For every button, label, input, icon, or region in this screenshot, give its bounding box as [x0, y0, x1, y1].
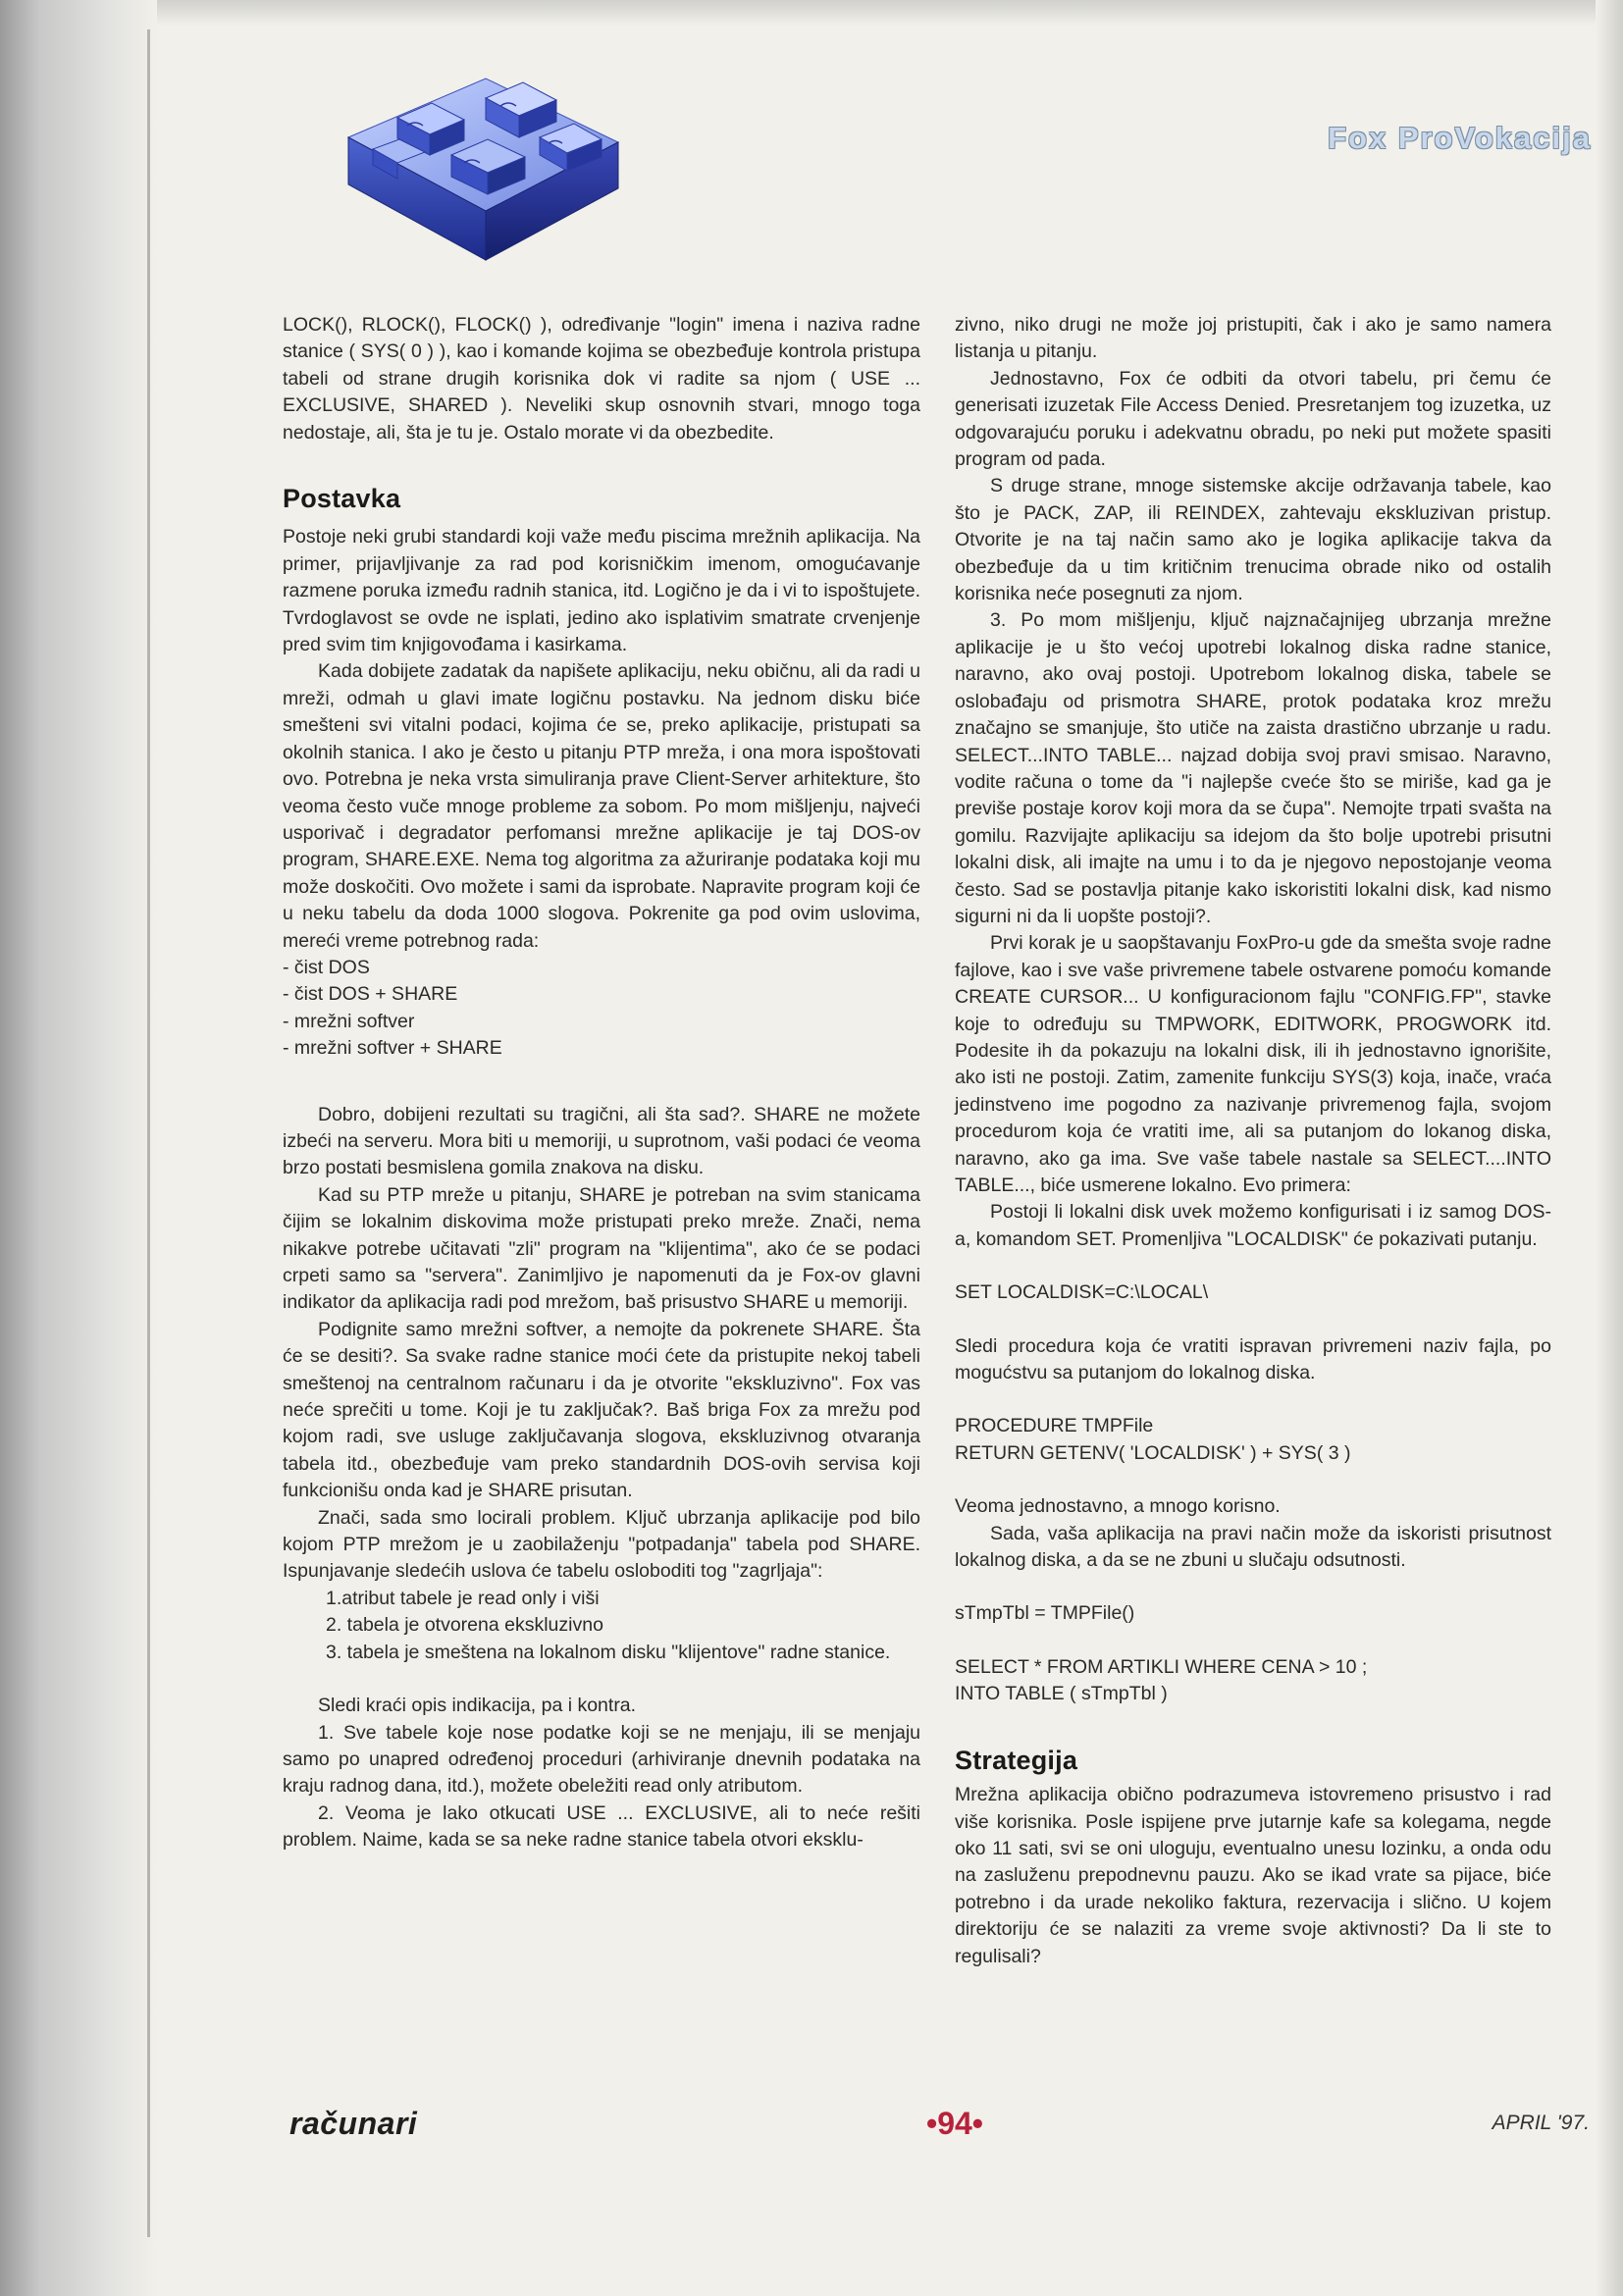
scan-top-shadow: [0, 0, 1623, 26]
section-tag: Fox ProVokacija: [1328, 121, 1592, 155]
right-column: [955, 312, 1551, 1970]
paragraph: Prvi korak je u saopštavanju FoxPro-u gde da smešta svoje radne fajlove, kao i sve vaše privremene tabele ostvarene pomoću komande CREATE CURSOR... U konfiguracionom fajlu "CONFIG.FP", stavke koje to određuju su TMPWORK, EDITWORK, PROGWORK itd. Podesite ih da pokazuju na lokalni disk, ili ih jednostavno ignorišite, ako isti ne postoji. Zatim, zamenite funkciju SYS(3) koja, inače, vraća jedinstveno ime pogodno za nazivanje privremenog fajla, svojom procedurom koja će vratiti ime, ali sa putanjom do lokanog diska, naravno, ako ga ima. Sve vaše tabele nastale sa SELECT....INTO TABLE..., biće usmerene lokalno. Evo primera:: [955, 932, 1551, 1196]
paragraph: 1. Sve tabele koje nose podatke koji se ne menjaju, ili se menjaju samo po unapred određenoj proceduri (arhiviranje dnevnih podataka na kraju radnog dana, itd.), možete obeležiti read only atributom.: [283, 1721, 920, 1798]
code-line: RETURN GETENV( 'LOCALDISK' ) + SYS( 3 ): [955, 1441, 1351, 1464]
code-line: INTO TABLE ( sTmpTbl ): [955, 1683, 1168, 1705]
paragraph: Mrežna aplikacija obično podrazumeva istovremeno prisustvo i rad više korisnika. Posle ispijene prve jutarnje kafe sa kolegama, negde oko 11 sati, svi se oni uloguju, eventualno unesu lozinku, a onda odu na zasluženu prepodnevnu pauzu. Ako se ikad vrate sa pijace, biće potrebno i da urade nekoliko faktura, rezervacija i slično. U kojem direktoriju će se nalaziti za vreme svoje aktivnosti? Da li ste to regulisali?: [955, 1784, 1551, 1967]
list-item: - čist DOS + SHARE: [283, 983, 458, 1006]
paragraph: Postoje neki grubi standardi koji važe među piscima mrežnih aplikacija. Na primer, prijavljivanje za rad pod korisničkim imenom, omogućavanje razmene poruka između radnih stanica, itd. Logično je da i vi to ispoštujete. Tvrdoglavost se ovde ne isplati, jedino ako isplativim smatrate crvenjenje pred svim tim knjigovođama i kasirkama.: [283, 526, 920, 656]
heading-strategija: Strategija: [955, 1745, 1078, 1775]
paragraph: Sledi kraći opis indikacija, pa i kontra.: [318, 1695, 637, 1717]
test-conditions-list: [283, 955, 920, 1063]
left-column: [283, 312, 920, 1854]
list-item: - mrežni softver: [283, 1010, 415, 1032]
paragraph: zivno, niko drugi ne može joj pristupiti, čak i ako je samo namera listanja u pitanju.: [955, 314, 1551, 363]
code-line: SET LOCALDISK=C:\LOCAL\: [955, 1281, 1209, 1304]
intro-paragraph: LOCK(), RLOCK(), FLOCK() ), određivanje "login" imena i naziva radne stanice ( SYS( 0 ) ), kao i komande kojima se obezbeđuje kontrola pristupa tabeli od strane drugih korisnika dok vi radite sa njom ( USE ... EXCLUSIVE, SHARED ). Neveliki skup osnovnih stvari, mnogo toga nedostaje, ali, šta je tu je. Ostalo morate vi da obezbedite.: [283, 314, 920, 444]
paragraph: 2. Veoma je lako otkucati USE ... EXCLUSIVE, ali to neće rešiti problem. Naime, kada se sa neke radne stanice tabela otvori eksklu-: [283, 1801, 920, 1852]
magazine-name: računari: [289, 2106, 418, 2141]
list-item: 3. tabela je smeštena na lokalnom disku "klijentove" radne stanice.: [326, 1641, 891, 1663]
code-line: sTmpTbl = TMPFile(): [955, 1602, 1135, 1625]
paragraph: Podignite samo mrežni softver, a nemojte da pokrenete SHARE. Šta će se desiti?. Sa svake radne stanice moći ćete da pristupite nekoj tabeli smeštenoj na centralnom računaru i da je otvorite "ekskluzivno". Fox vas neće sprečiti u tome. Koji je tu zaključak?. Baš briga Fox za mrežu pod kojom radi, sve usluge zaključavanja slogova, ekskluzivnog otvaranja tabela itd., obezbeđuje vam preko standardnih DOS-ovih servisa koji funkcionišu onda kad je SHARE prisutan.: [283, 1318, 920, 1502]
heading-postavka: Postavka: [283, 484, 401, 514]
paragraph: Kada dobijete zadatak da napišete aplikaciju, neku običnu, ali da radi u mreži, odmah u glavi imate logičnu postavku. Na jednom disku biće smešteni svi vitalni podaci, kojima će se, preko aplikacije, pristupati sa okolnih stanica. I ako je često u pitanju PTP mreža, i ona mora ispoštovati ovo. Potrebna je neka vrsta simuliranja prave Client-Server arhitekture, što veoma često vuče mnoge probleme za sobom. Po mom mišljenju, najveći usporivač i degradator perfomansi mrežne aplikacije je taj DOS-ov program, SHARE.EXE. Nema tog algoritma za ažuriranje podataka koji mu može doskočiti. Ovo možete i sami da isprobate. Napravite program koji će u neku tabelu da doda 1000 slogova. Pokrenite ga pod ovim uslovima, mereći vreme potrebnog rada:: [283, 660, 920, 952]
code-line: SELECT * FROM ARTIKLI WHERE CENA > 10 ;: [955, 1655, 1368, 1678]
scan-right-shadow: [1596, 0, 1623, 2296]
paragraph: Postoji li lokalni disk uvek možemo konfigurisati i iz samog DOS-a, komandom SET. Promenljiva "LOCALDISK" će pokazivati putanju.: [955, 1201, 1551, 1250]
paragraph: Sada, vaša aplikacija na pravi način može da iskoristi prisutnost lokalnog diska, a da se ne zbuni u slučaju odsutnosti.: [955, 1522, 1551, 1572]
paragraph: 3. Po mom mišljenju, ključ najznačajnijeg ubrzanja mrežne aplikacije je u što većoj upotrebi lokalnog diska radne stanice, naravno, ako ovaj postoji. Upotrebom lokalnog diska, tabele se oslobađaju od prismotra SHARE, protok podataka kroz mrežu značajno se smanjuje, što utiče na zaista drastično ubrzanje u radu. SELECT...INTO TABLE... najzad dobija svoj pravi smisao. Naravno, vodite računa o tome da "i najlepše cveće što se miriše, kad ga je previše postaje korov koji mora da se čupa". Nemojte trpati svašta na gomilu. Razvijajte aplikaciju sa idejom da što bolje upotrebi prisutni lokalni disk, ali imajte na umu i to da je njegovo nepostojanje veoma često. Sad se postavlja pitanje kako iskoristiti lokalni disk, kad nismo sigurni ni da li uopšte postoji?.: [955, 609, 1551, 927]
paragraph: Jednostavno, Fox će odbiti da otvori tabelu, pri čemu će generisati izuzetak File Access Denied. Presretanjem tog izuzetka, uz odgovarajuću poruku i adekvatnu obradu, po neki put možete spasiti program od pada.: [955, 367, 1551, 471]
cube-puzzle-logo: [339, 69, 623, 265]
paragraph: Dobro, dobijeni rezultati su tragični, ali šta sad?. SHARE ne možete izbeći na serveru. Mora biti u memoriji, u suprotnom, vaši podaci će veoma brzo postati besmislena gomila znakova na disku.: [283, 1103, 920, 1179]
paragraph: Kad su PTP mreže u pitanju, SHARE je potreban na svim stanicama čijim se lokalnim diskovima može pristupati preko mreže. Znači, nema nikakve potrebe učitavati "zli" program na "klijentima", ako će se podaci crpeti samo sa "servera". Zanimljivo je napomenuti da je Fox-ov glavni indikator da aplikacija radi pod mrežom, baš prisustvo SHARE u memoriji.: [283, 1183, 920, 1314]
list-item: 1.atribut tabele je read only i viši: [326, 1587, 600, 1609]
binding-edge-line: [147, 29, 150, 2237]
list-item: 2. tabela je otvorena ekskluzivno: [326, 1614, 603, 1637]
list-item: - čist DOS: [283, 956, 370, 978]
paragraph: Znači, sada smo locirali problem. Ključ ubrzanja aplikacije pod bilo kojom PTP mrežom je u zaobilaženju "potpadanja" tabela pod SHARE. Ispunjavanje sledećih uslova će tabelu osloboditi tog "zagrljaja":: [283, 1506, 920, 1583]
paragraph: Sledi procedura koja će vratiti ispravan privremeni naziv fajla, po mogućstvu sa putanjom do lokalnog diska.: [955, 1334, 1551, 1384]
page-binding-shadow: [0, 0, 157, 2296]
paragraph: Veoma jednostavno, a mnogo korisno.: [955, 1495, 1281, 1518]
page-number: •94•: [926, 2106, 983, 2141]
issue-date: APRIL '97.: [1492, 2112, 1590, 2134]
code-line: PROCEDURE TMPFile: [955, 1415, 1154, 1437]
list-item: - mrežni softver + SHARE: [283, 1037, 502, 1060]
paragraph: S druge strane, mnoge sistemske akcije održavanja tabele, kao što je PACK, ZAP, ili REINDEX, zahtevaju ekskluzivan pristup. Otvorite je na taj način samo ako je logika aplikacije takva da obezbeđuje da u tim kritičnim trenucima obrade niko od ostalih korisnika neće posegnuti za njom.: [955, 475, 1551, 605]
conditions-list: [283, 1586, 920, 1666]
